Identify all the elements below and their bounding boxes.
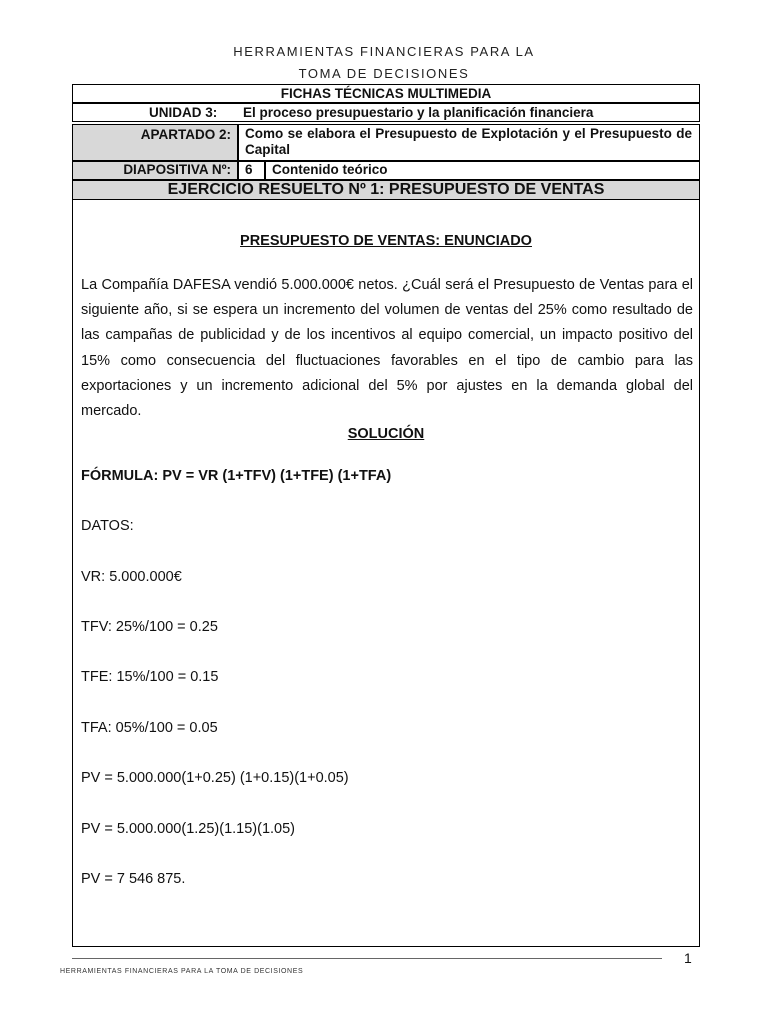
document-header-line-2: TOMA DE DECISIONES <box>298 66 470 81</box>
enunciado-heading: PRESUPUESTO DE VENTAS: ENUNCIADO <box>240 233 532 249</box>
diapositiva-label: DIAPOSITIVA Nº: <box>73 161 238 179</box>
unidad-row <box>72 103 700 122</box>
pv-step-1: PV = 5.000.000(1+0.25) (1+0.15)(1+0.05) <box>81 770 349 786</box>
footer-divider <box>72 958 662 959</box>
tfa-line: TFA: 05%/100 = 0.05 <box>81 720 218 736</box>
solucion-heading: SOLUCIÓN <box>347 426 425 442</box>
ejercicio-title: EJERCICIO RESUELTO Nº 1: PRESUPUESTO DE VENTAS <box>72 180 700 200</box>
unidad-value: El proceso presupuestario y la planificación financiera <box>243 105 594 120</box>
footer-text: HERRAMIENTAS FINANCIERAS PARA LA TOMA DE DECISIONES <box>60 968 304 975</box>
diapositiva-number: 6 <box>238 161 265 179</box>
content-box <box>72 200 700 947</box>
apartado-label: APARTADO 2: <box>73 125 238 161</box>
fichas-tecnicas-row: FICHAS TÉCNICAS MULTIMEDIA <box>72 84 700 103</box>
vr-line: VR: 5.000.000€ <box>81 569 182 585</box>
datos-label: DATOS: <box>81 518 134 534</box>
document-header-line-1: HERRAMIENTAS FINANCIERAS PARA LA <box>233 44 535 59</box>
formula-line: FÓRMULA: PV = VR (1+TFV) (1+TFE) (1+TFA) <box>81 468 392 484</box>
apartado-value: Como se elabora el Presupuesto de Explotación y el Presupuesto de Capital <box>238 125 699 161</box>
tfe-line: TFE: 15%/100 = 0.15 <box>81 669 219 685</box>
diapositiva-value: Contenido teórico <box>265 161 699 179</box>
page-number: 1 <box>684 950 692 966</box>
apartado-table <box>72 124 700 180</box>
tfv-line: TFV: 25%/100 = 0.25 <box>81 619 218 635</box>
pv-result: PV = 7 546 875. <box>81 871 186 887</box>
unidad-label: UNIDAD 3: <box>149 105 218 120</box>
pv-step-2: PV = 5.000.000(1.25)(1.15)(1.05) <box>81 821 296 837</box>
enunciado-paragraph: La Compañía DAFESA vendió 5.000.000€ netos. ¿Cuál será el Presupuesto de Ventas para el siguiente año, si se espera un incremento del volumen de ventas del 25% como resultado de las campañas de publicidad y de los incentivos al equipo comercial, un impacto positivo del 15% como consecuencia del fluctuaciones favorables en el tipo de cambio para las exportaciones y un incremento adicional del 5% por ajustes en la demanda global del mercado. <box>81 277 693 420</box>
